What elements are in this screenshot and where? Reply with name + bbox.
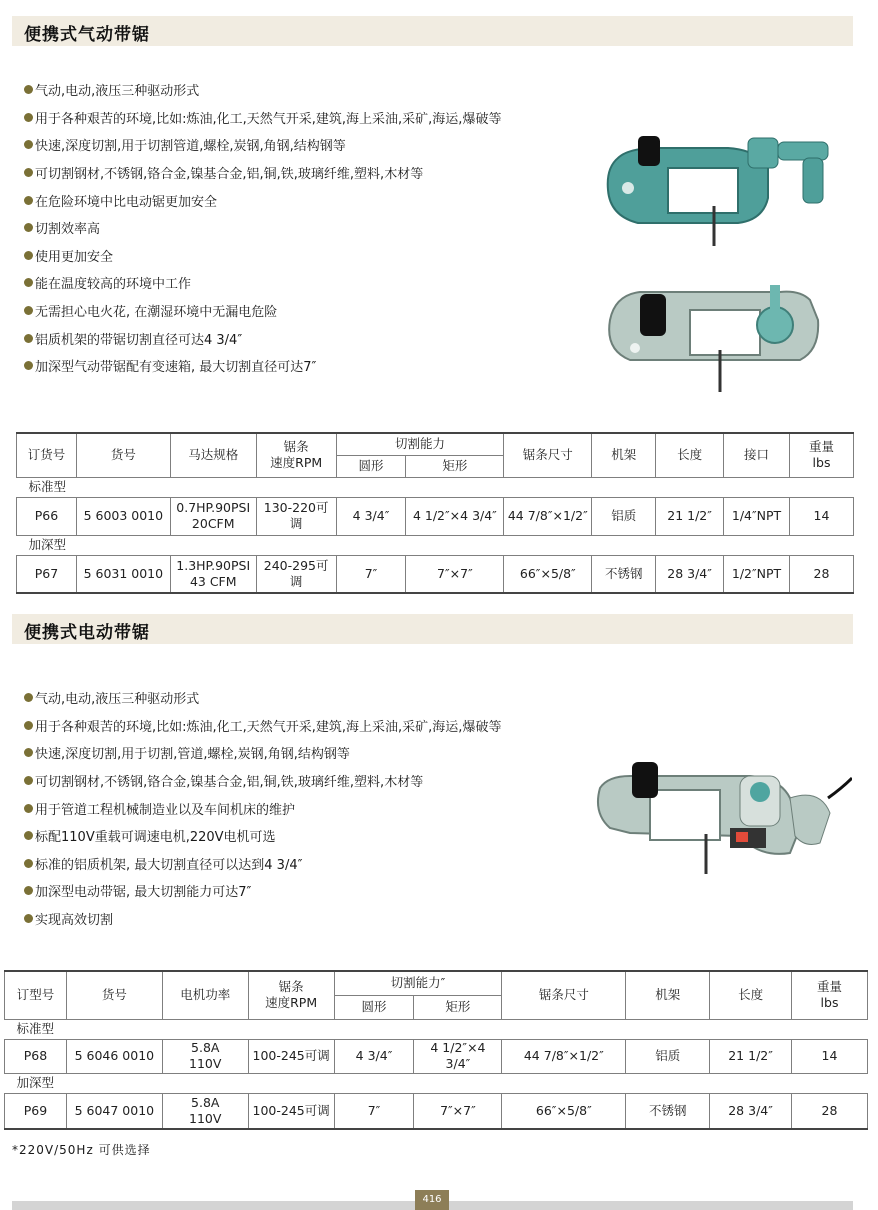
header-weight bbox=[790, 433, 854, 477]
header-speed bbox=[248, 971, 334, 1019]
list-item: 切割效率高 bbox=[24, 214, 501, 242]
header-frame: 机架 bbox=[626, 971, 710, 1019]
list-item: 使用更加安全 bbox=[24, 242, 501, 270]
header-order-no: 订型号 bbox=[5, 971, 67, 1019]
bullet-icon bbox=[24, 804, 33, 813]
cell-part: 5 6003 0010 bbox=[76, 497, 170, 535]
electric-band-saw-photo bbox=[590, 758, 852, 880]
bullet-icon bbox=[24, 168, 33, 177]
group-label: 标准型 bbox=[5, 1019, 868, 1039]
cell-weight: 28 bbox=[790, 555, 854, 593]
list-item: 用于各种艰苦的环境,比如:炼油,化工,天然气开采,建筑,海上采油,采矿,海运,爆破等 bbox=[24, 104, 501, 132]
cell-rect: 7″×7″ bbox=[414, 1093, 502, 1129]
pneumatic-band-saw-photo bbox=[598, 128, 838, 248]
cell-motor: 5.8A 110V bbox=[162, 1039, 248, 1073]
cell-frame: 不锈钢 bbox=[592, 555, 656, 593]
list-item: 标准的铝质机架, 最大切割直径可以达到4 3/4″ bbox=[24, 850, 501, 878]
cell-frame: 铝质 bbox=[626, 1039, 710, 1073]
header-motor: 电机功率 bbox=[162, 971, 248, 1019]
list-item: 用于各种艰苦的环境,比如:炼油,化工,天然气开采,建筑,海上采油,采矿,海运,爆破等 bbox=[24, 712, 501, 740]
header-weight-line2: lbs bbox=[812, 455, 831, 471]
list-item: 快速,深度切割,用于切割,管道,螺栓,炭钢,角钢,结构钢等 bbox=[24, 739, 501, 767]
bullet-icon bbox=[24, 914, 33, 923]
cell-round: 4 3/4″ bbox=[334, 1039, 414, 1073]
group-label: 加深型 bbox=[17, 535, 854, 555]
cell-speed: 100-245可调 bbox=[248, 1093, 334, 1129]
list-item: 快速,深度切割,用于切割管道,螺栓,炭钢,角钢,结构钢等 bbox=[24, 131, 501, 159]
cell-speed: 130-220可调 bbox=[256, 497, 336, 535]
header-weight bbox=[792, 971, 868, 1019]
spec-table-electric bbox=[4, 970, 868, 1130]
cell-speed: 100-245可调 bbox=[248, 1039, 334, 1073]
bullet-icon bbox=[24, 693, 33, 702]
section-title: 便携式电动带锯 bbox=[24, 623, 150, 643]
header-blade: 锯条尺寸 bbox=[504, 433, 592, 477]
header-speed-line1: 锯条 bbox=[278, 979, 304, 995]
cell-part: 5 6047 0010 bbox=[66, 1093, 162, 1129]
bullet-icon bbox=[24, 334, 33, 343]
cell-part: 5 6031 0010 bbox=[76, 555, 170, 593]
cell-length: 21 1/2″ bbox=[656, 497, 724, 535]
cell-frame: 不锈钢 bbox=[626, 1093, 710, 1129]
cell-order: P66 bbox=[17, 497, 77, 535]
header-part-no: 货号 bbox=[76, 433, 170, 477]
table-row bbox=[5, 1093, 868, 1129]
cell-frame: 铝质 bbox=[592, 497, 656, 535]
header-speed-line2: 速度RPM bbox=[265, 995, 318, 1011]
header-speed-line2: 速度RPM bbox=[270, 455, 323, 471]
group-label: 标准型 bbox=[17, 477, 854, 497]
header-port: 接口 bbox=[724, 433, 790, 477]
cell-blade: 44 7/8″×1/2″ bbox=[504, 497, 592, 535]
header-part-no: 货号 bbox=[66, 971, 162, 1019]
header-weight-line1: 重量 bbox=[809, 439, 835, 455]
table-row bbox=[17, 555, 854, 593]
cell-port: 1/2″NPT bbox=[724, 555, 790, 593]
cell-length: 21 1/2″ bbox=[710, 1039, 792, 1073]
cell-blade: 66″×5/8″ bbox=[504, 555, 592, 593]
table-row bbox=[17, 497, 854, 535]
bullet-icon bbox=[24, 776, 33, 785]
section-header-electric bbox=[12, 614, 853, 644]
header-frame: 机架 bbox=[592, 433, 656, 477]
bullet-icon bbox=[24, 278, 33, 287]
cell-order: P69 bbox=[5, 1093, 67, 1129]
footnote: *220V/50Hz 可供选择 bbox=[12, 1143, 151, 1157]
cell-part: 5 6046 0010 bbox=[66, 1039, 162, 1073]
header-length: 长度 bbox=[710, 971, 792, 1019]
header-rect: 矩形 bbox=[414, 995, 502, 1019]
section-header-pneumatic bbox=[12, 16, 853, 46]
bullet-icon bbox=[24, 140, 33, 149]
list-item: 在危险环境中比电动锯更加安全 bbox=[24, 186, 501, 214]
cell-rect: 4 1/2″×4 3/4″ bbox=[406, 497, 504, 535]
header-weight-line2: lbs bbox=[820, 995, 839, 1011]
cell-blade: 66″×5/8″ bbox=[502, 1093, 626, 1129]
bullet-icon bbox=[24, 361, 33, 370]
cell-round: 4 3/4″ bbox=[336, 497, 406, 535]
bullet-icon bbox=[24, 306, 33, 315]
cell-weight: 14 bbox=[790, 497, 854, 535]
header-speed-line1: 锯条 bbox=[283, 439, 309, 455]
cell-length: 28 3/4″ bbox=[710, 1093, 792, 1129]
list-item: 可切割钢材,不锈钢,铬合金,镍基合金,铝,铜,铁,玻璃纤维,塑料,木材等 bbox=[24, 159, 501, 187]
cell-motor: 1.3HP.90PSI 43 CFM bbox=[170, 555, 256, 593]
list-item: 铝质机架的带锯切割直径可达4 3/4″ bbox=[24, 324, 501, 352]
list-item: 加深型气动带锯配有变速箱, 最大切割直径可达7″ bbox=[24, 352, 501, 380]
cell-order: P67 bbox=[17, 555, 77, 593]
header-length: 长度 bbox=[656, 433, 724, 477]
cell-motor: 5.8A 110V bbox=[162, 1093, 248, 1129]
cell-weight: 14 bbox=[792, 1039, 868, 1073]
cell-rect: 4 1/2″×4 3/4″ bbox=[414, 1039, 502, 1073]
deep-pneumatic-band-saw-photo bbox=[600, 280, 830, 395]
header-round: 圆形 bbox=[336, 455, 406, 477]
bullet-icon bbox=[24, 721, 33, 730]
bullet-icon bbox=[24, 831, 33, 840]
bullet-icon bbox=[24, 886, 33, 895]
cell-weight: 28 bbox=[792, 1093, 868, 1129]
list-item: 标配110V重载可调速电机,220V电机可选 bbox=[24, 822, 501, 850]
page-number: 416 bbox=[415, 1190, 449, 1210]
section-title: 便携式气动带锯 bbox=[24, 25, 150, 45]
list-item: 无需担心电火花, 在潮湿环境中无漏电危险 bbox=[24, 297, 501, 325]
cell-order: P68 bbox=[5, 1039, 67, 1073]
spec-table-pneumatic bbox=[16, 432, 854, 594]
bullet-icon bbox=[24, 859, 33, 868]
list-item: 用于管道工程机械制造业以及车间机床的维护 bbox=[24, 794, 501, 822]
cell-round: 7″ bbox=[336, 555, 406, 593]
cell-length: 28 3/4″ bbox=[656, 555, 724, 593]
header-speed bbox=[256, 433, 336, 477]
feature-list-electric bbox=[24, 684, 501, 932]
bullet-icon bbox=[24, 85, 33, 94]
bullet-icon bbox=[24, 196, 33, 205]
list-item: 气动,电动,液压三种驱动形式 bbox=[24, 684, 501, 712]
cell-speed: 240-295可调 bbox=[256, 555, 336, 593]
header-capacity: 切割能力″ bbox=[334, 971, 502, 995]
header-blade: 锯条尺寸 bbox=[502, 971, 626, 1019]
table-row bbox=[5, 1039, 868, 1073]
cell-rect: 7″×7″ bbox=[406, 555, 504, 593]
header-motor: 马达规格 bbox=[170, 433, 256, 477]
header-capacity: 切割能力 bbox=[336, 433, 504, 455]
cell-motor: 0.7HP.90PSI 20CFM bbox=[170, 497, 256, 535]
list-item: 能在温度较高的环境中工作 bbox=[24, 269, 501, 297]
list-item: 气动,电动,液压三种驱动形式 bbox=[24, 76, 501, 104]
cell-port: 1/4″NPT bbox=[724, 497, 790, 535]
feature-list-pneumatic bbox=[24, 76, 501, 380]
header-round: 圆形 bbox=[334, 995, 414, 1019]
bullet-icon bbox=[24, 113, 33, 122]
header-order-no: 订货号 bbox=[17, 433, 77, 477]
bullet-icon bbox=[24, 251, 33, 260]
list-item: 加深型电动带锯, 最大切割能力可达7″ bbox=[24, 877, 501, 905]
bullet-icon bbox=[24, 748, 33, 757]
cell-blade: 44 7/8″×1/2″ bbox=[502, 1039, 626, 1073]
list-item: 实现高效切割 bbox=[24, 905, 501, 933]
bullet-icon bbox=[24, 223, 33, 232]
list-item: 可切割钢材,不锈钢,铬合金,镍基合金,铝,铜,铁,玻璃纤维,塑料,木材等 bbox=[24, 767, 501, 795]
header-weight-line1: 重量 bbox=[817, 979, 843, 995]
group-label: 加深型 bbox=[5, 1073, 868, 1093]
header-rect: 矩形 bbox=[406, 455, 504, 477]
cell-round: 7″ bbox=[334, 1093, 414, 1129]
